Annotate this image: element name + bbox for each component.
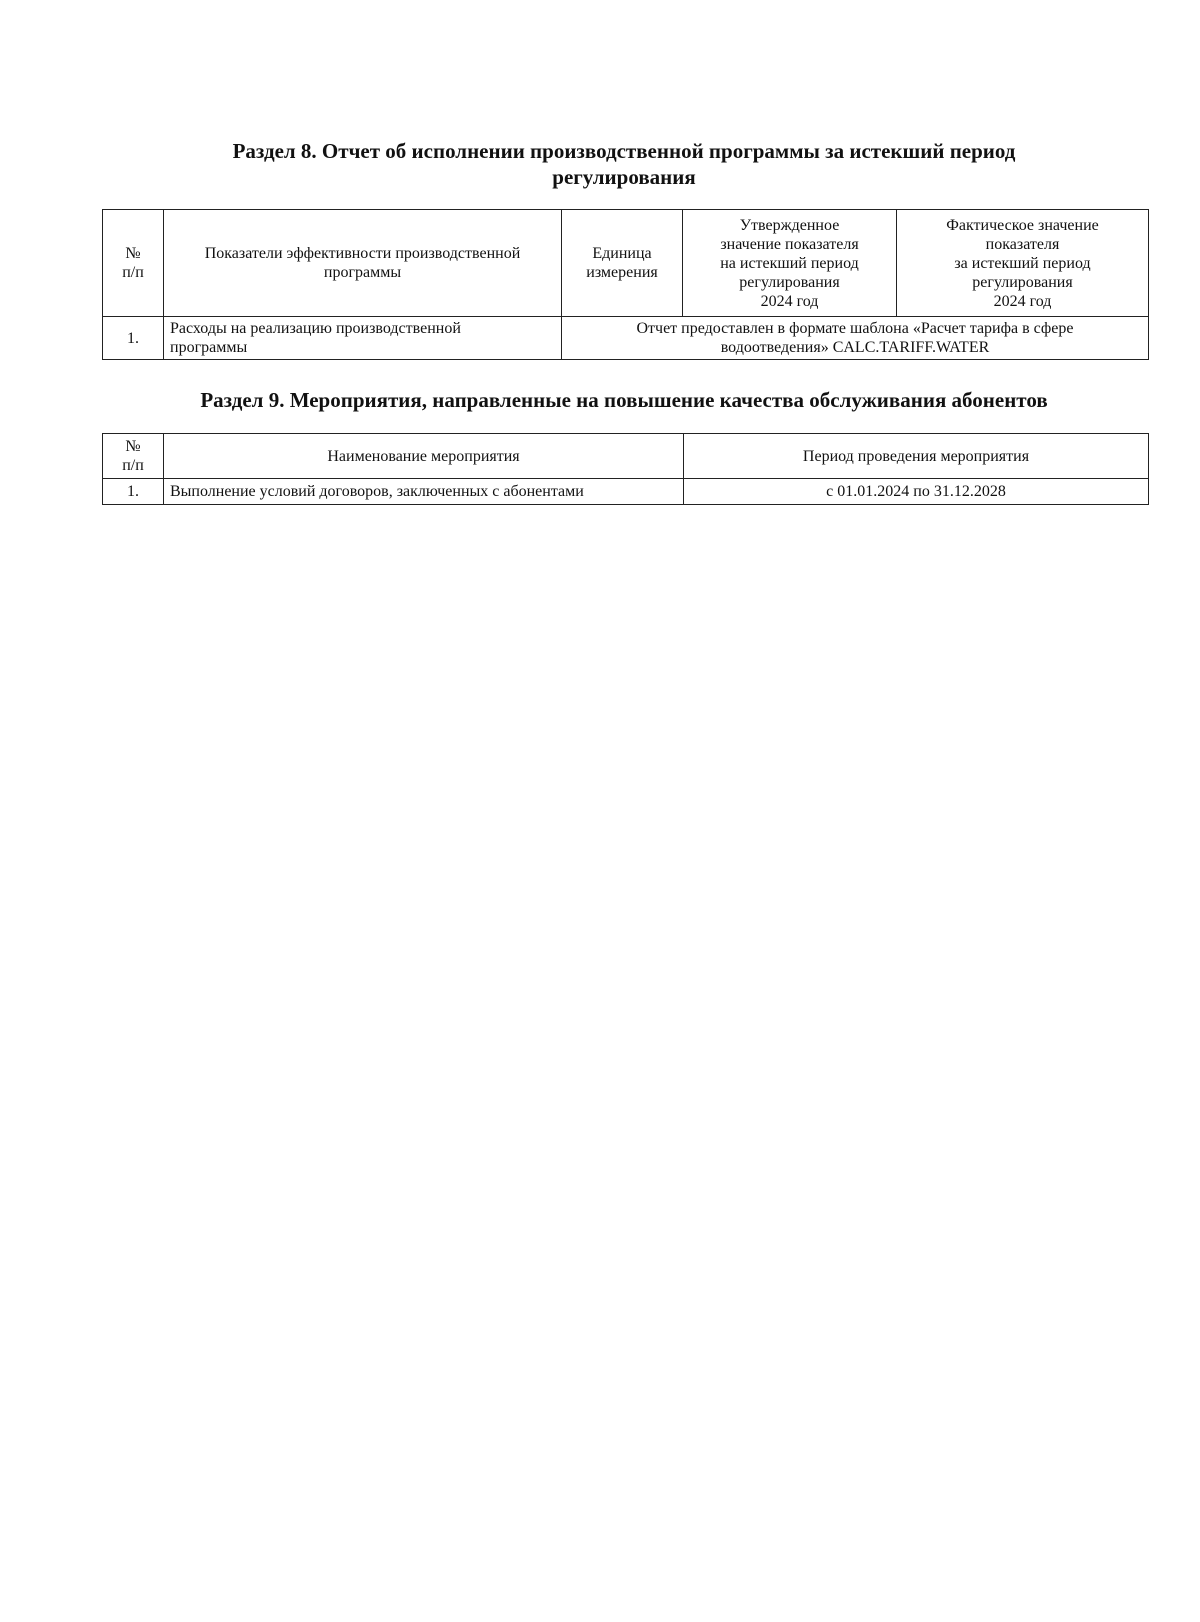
section-8-title [100,138,1148,190]
row-report-note: Отчет предоставлен в формате шаблона «Расчет тарифа в сфере водоотведения» CALC.TARIFF.WATER [562,317,1149,360]
header-num: № п/п [103,434,164,479]
header-num: № п/п [103,210,164,317]
section-8-title-line-1: Раздел 8. Отчет об исполнении производственной программы за истекший период [232,139,1016,163]
production-program-report-table [102,209,1149,360]
table-header-row [103,210,1149,317]
table-row [103,317,1149,360]
row-measure-name: Выполнение условий договоров, заключенных с абонентами [164,479,684,505]
row-num: 1. [103,479,164,505]
service-quality-measures-table [102,433,1149,505]
section-9-title: Раздел 9. Мероприятия, направленные на повышение качества обслуживания абонентов [200,388,1048,412]
header-approved-value: Утвержденное значение показателя на истекший период регулирования 2024 год [683,210,897,317]
table-header-row [103,434,1149,479]
section-8-title-line-2: регулирования [552,165,696,189]
header-actual-value: Фактическое значение показателя за истекший период регулирования 2024 год [897,210,1149,317]
header-unit: Единица измерения [562,210,683,317]
header-measure-name: Наименование мероприятия [164,434,684,479]
row-num: 1. [103,317,164,360]
row-period: с 01.01.2024 по 31.12.2028 [684,479,1149,505]
header-indicator: Показатели эффективности производственной программы [164,210,562,317]
row-indicator: Расходы на реализацию производственной программы [164,317,562,360]
header-period: Период проведения мероприятия [684,434,1149,479]
table-row [103,479,1149,505]
